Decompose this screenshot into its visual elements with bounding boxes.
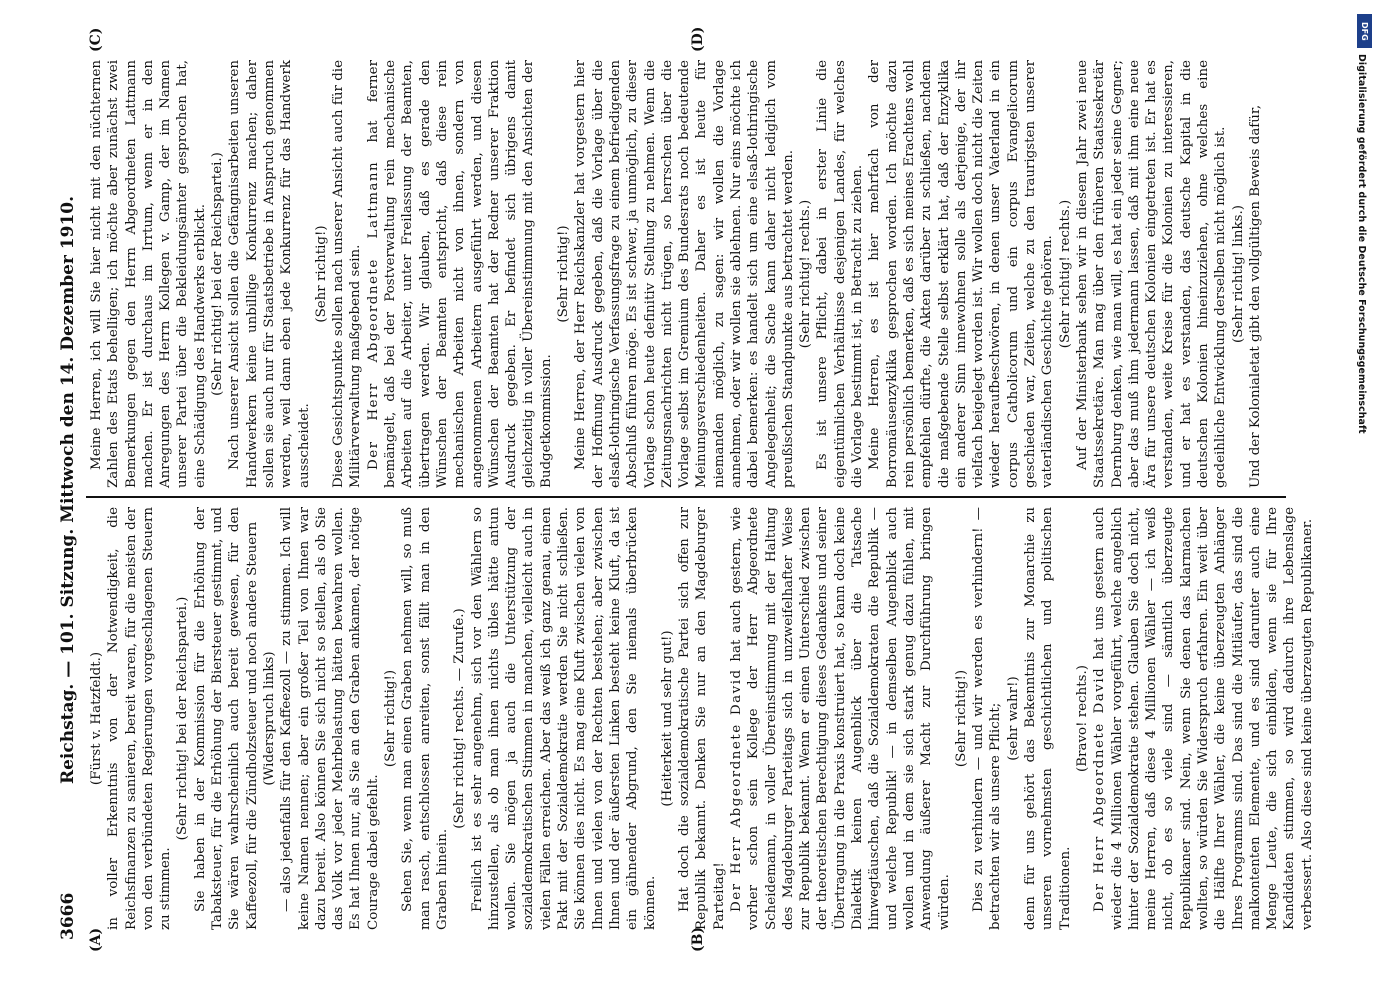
left-text-column (88, 507, 1315, 930)
stage-direction: (Sehr richtig! rechts.) (1057, 199, 1073, 349)
right-text-column (88, 60, 1283, 488)
stage-direction: (Sehr richtig!) (313, 225, 329, 323)
column-rule (86, 496, 1286, 498)
speech-paragraph: — also jedenfalls für den Kaffeezoll — zu stimmen. Ich will keine Namen nennen; aber ein großer Teil von Ihnen war dazu bereit. Also können Sie sich nicht so stellen, als ob Sie das Volk vor jeder Mehrbelastung hätten bewahren wollen. Es hat Ihnen nur, als Sie an den Graben ankamen, der nötige Courage dabei gefehlt. (279, 507, 381, 930)
speech-paragraph: Dies zu verhindern — und wir werden es verhindern! — betrachten wir als unsere Pflicht; (971, 507, 1004, 930)
speech-paragraph: Sehen Sie, wenn man einen Graben nehmen will, so muß man rasch, entschlossen anreiten, sonst fällt man in den Graben hinein. (400, 507, 450, 930)
speech-paragraph: Meine Herren, es ist hier mehrfach von der Borromäusenzyklika gesprochen worden. Ich möchte dazu rein persönlich bemerken, daß es sich meines Erachtens wohl empfehlen dürfte, die Akten darüber zu schließen, nachdem die maßgebende Stelle selbst erklärt hat, daß der Enzyklika ein anderer Sinn innewohnen solle als derjenige, der ihr vielfach beigelegt worden ist. Wir wollen doch nicht die Zeiten wieder heraufbeschwören, in denen unser Vaterland in ein corpus Catholicorum und ein corpus Evangelicorum geschieden war, Zeiten, welche zu den traurigsten unserer vaterländischen Geschichte gehören. (867, 60, 1056, 488)
speech-paragraph (728, 507, 953, 930)
rotated-document-page (28, 0, 1328, 1000)
margin-marker-b: (B) (690, 926, 706, 952)
speech-paragraph: Meine Herren, der Herr Reichskanzler hat vorgestern hier der Hoffnung Ausdruck gegeben, daß die Vorlage über die elsaß-lothringische Verfassungsfrage zu einem befriedigenden Abschluß führen möge. Es ist schwer, ja unmöglich, zu dieser Vorlage schon heute definitiv Stellung zu nehmen. Wenn die Zeitungsnachrichten nicht trügen, so herrschen über die Vorlage selbst im Gremium des Bundesrats noch bedeutende Meinungsverschiedenheiten. Daher es ist heute für niemanden möglich, zu sagen: wir wollen die Vorlage annehmen, oder wir wollen sie ablehnen. Nur eins möchte ich dabei bemerken: es handelt sich um eine elsaß-lothringische Angelegenheit; die Sache kann daher nicht lediglich vom preußischen Standpunkte aus betrachtet werden. (573, 60, 796, 488)
speech-paragraph: Und der Kolonialetat gibt den vollgültigen Beweis dafür, (1247, 104, 1263, 488)
speech-paragraph: Diese Gesichtspunkte sollen nach unserer Ansicht auch für die Militärverwaltung maßgebend sein. (331, 60, 364, 488)
stage-direction: (Bravo! rechts.) (1074, 665, 1090, 772)
stage-direction: (sehr wahr!) (1005, 676, 1021, 761)
speech-paragraph: denn für uns gehört das Bekenntnis zur Monarchie zu unseren vornehmsten geschichtlichen und politischen Traditionen. (1023, 507, 1073, 930)
speech-paragraph: Hat doch die sozialdemokratische Partei sich offen zur Republik bekannt. Denken Sie nur an den Magdeburger Parteitag! (677, 507, 727, 930)
digitization-credit (1354, 6, 1376, 994)
dfg-logo: DFG (1357, 14, 1372, 48)
page-number: 3666 (58, 892, 78, 940)
speech-paragraph: Freilich ist es sehr angenehm, sich vor den Wählern so hinzustellen, als ob man ihnen nichts übles hätte antun wollen. Sie mögen ja auch die Unterstützung der sozialdemokratischen Stimmen in manchen, vielleicht auch in vielen Fällen erreichen. Aber das weiß ich ganz genau, einen Pakt mit der Sozialdemokratie werden Sie nicht schließen. Sie können dies nicht. Es mag eine Kluft zwischen vielen von Ihnen und vielen von der Rechten bestehen; aber zwischen Ihnen und der äußersten Linken besteht keine Kluft, da ist ein gähnender Abgrund, den Sie niemals überbrücken können. (469, 507, 658, 930)
speech-paragraph: in voller Erkenntnis von der Notwendigkeit, die Reichsfinanzen zu sanieren, bereit waren, für die meisten der von den verbündeten Regierungen vorgeschlagenen Steuern zu stimmen. (106, 507, 174, 930)
stage-direction: (Widerspruch links) (261, 651, 277, 786)
speech-paragraph (1091, 507, 1316, 930)
stage-direction: (Sehr richtig! bei der Reichspartei.) (210, 152, 226, 396)
speech-paragraph: Es ist unsere Pflicht, dabei in erster Linie die eigentümlichen Verhältnisse desjenigen Landes, für welches die Vorlage bestimmt ist, in Betracht zu ziehen. (815, 60, 866, 488)
stage-direction: (Sehr richtig! rechts.) (798, 199, 814, 349)
speaker-name: Der Herr Abgeordnete David (1092, 666, 1108, 912)
speaker-name: Der Herr Abgeordnete Lattmann (365, 160, 381, 470)
margin-marker-c: (C) (88, 27, 104, 52)
speech-text: hat auch gestern, wie vorher schon sein Kollege der Herr Abgeordnete Scheidemann, in voller Übereinstimmung mit der Haltung des Magdeburger Parteitags sich in unzweifelhafter Weise zur Republik bekannt. Wenn er einen Unterschied zwischen der theoretischen Berechtigung dieses Gedankens und seiner Übertragung in die Praxis konstruiert hat, so kann doch keine Dialektik keinen Augenblick über die Tatsache hinwegtäuschen, daß die Sozialdemokraten die Republik — und welche Republik! — in demselben Augenblick auch wollen und in dem sie sich stark genug dazu fühlen, mit Anwendung äußerer Macht zur Durchführung bringen würden. (728, 507, 952, 930)
speech-paragraph: Meine Herren, ich will Sie hier nicht mit den nüchternen Zahlen des Etats behelligen; ich möchte aber zunächst zwei Bemerkungen gegen den Herrn Abgeordneten Lattmann machen. Er ist durchaus im Irrtum, wenn er in den Anregungen des Herrn Kollegen v. Gamp, der im Namen unserer Partei über die Bekleidungsämter gesprochen hat, eine Schädigung des Handwerks erblickt. (89, 60, 208, 488)
stage-direction: (Heiterkeit und sehr gut!) (659, 630, 675, 807)
margin-marker-a: (A) (88, 927, 104, 952)
speech-text: hat ferner bemängelt, daß bei der Postverwaltung rein mechanische Arbeiten auf die Arbeiter, unter Freilassung der Beamten, übertragen werden. Wir glauben, daß es gerade den Wünschen der Beamten entspricht, daß diese rein mechanischen Arbeiten nicht von ihnen, sondern von angenommenen Arbeitern ausgeführt werden, und diesen Wünschen der Beamten hat der Redner unserer Fraktion Ausdruck gegeben. Er befindet sich übrigens damit gleichzeitig in voller Übereinstimmung mit den Ansichten der Budgetkommission. (365, 59, 554, 488)
speaker-name: Der Herr Abgeordnete David (728, 668, 744, 912)
speech-paragraph: Sie haben in der Kommission für die Erhöhung der Tabaksteuer, für die Erhöhung der Biersteuer gestimmt, und Sie wären wahrscheinlich auch bereit gewesen, für den Kaffeezoll, für die Zündholzsteuer und noch andere Steuern (192, 507, 260, 930)
stage-direction: (Sehr richtig! bei der Reichspartei.) (175, 596, 191, 841)
stage-direction: (Sehr richtig! rechts. — Zurufe.) (452, 608, 468, 829)
stage-direction: (Sehr richtig! links.) (1230, 205, 1246, 343)
speech-paragraph (365, 60, 555, 488)
speech-text: hat uns gestern auch wieder die 4 Millionen Wähler vorgeführt, welche angeblich hinter der Sozialdemokratie stehen. Glauben Sie doch nicht, meine Herren, daß diese 4 Millionen Wähler — ich weiß nicht, ob es so viele sind — sämtlich überzeugte Republikaner sind. Nein, wenn Sie denen das klarmachen wollten, so würden Sie Widerspruch erfahren. Ein weit über die Hälfte Ihrer Wähler, die keine überzeugten Anhänger Ihres Programms sind. Das sind die Mitläufer, das sind die malkontenten Elemente, und es sind darunter auch eine Menge Leute, die sich einbilden, wenn sie für Ihre Kandidaten stimmen, so wird dadurch ihre Lebenslage verbessert. Also diese sind keine überzeugten Republikaner. (1092, 507, 1315, 930)
speech-paragraph: Auf der Ministerbank sehen wir in diesem Jahr zwei neue Staatssekretäre. Man mag über den früheren Staatssekretär Dernburg denken, wie man will, es hat ein jeder seine Gegner; aber das muß ihm jedermann lassen, daß mit ihm eine neue Ära für unsere deutschen Kolonien eingetreten ist. Er hat es verstanden, weite Kreise für die Kolonien zu interessieren, und er hat es verstanden, das deutsche Kapital in die deutschen Kolonien hineinzuziehen, ohne welches eine gedeihliche Entwicklung derselben nicht möglich ist. (1074, 60, 1229, 488)
digitization-credit-text: Digitalisierung gefördert durch die Deutsche Forschungsgemeinschaft (1356, 54, 1367, 434)
stage-direction: (Sehr richtig!) (556, 225, 572, 323)
running-title: Reichstag. — 101. Sitzung. Mittwoch den 14. Dezember 1910. (58, 195, 78, 785)
stage-direction: (Fürst v. Hatzfeldt.) (89, 651, 104, 786)
stage-direction: (Sehr richtig!) (953, 669, 969, 768)
margin-marker-d: (D) (690, 26, 706, 52)
speech-paragraph: Nach unserer Ansicht sollen die Gefängnisarbeiten unseren Handwerkern keine unbillige Konkurrenz machen; daher sollen sie auch nur für Staatsbetriebe in Anspruch genommen werden, weil dann eben jede Konkurrenz für das Handwerk ausscheidet. (227, 60, 312, 488)
stage-direction: (Sehr richtig!) (383, 669, 399, 768)
page-header (58, 40, 88, 940)
